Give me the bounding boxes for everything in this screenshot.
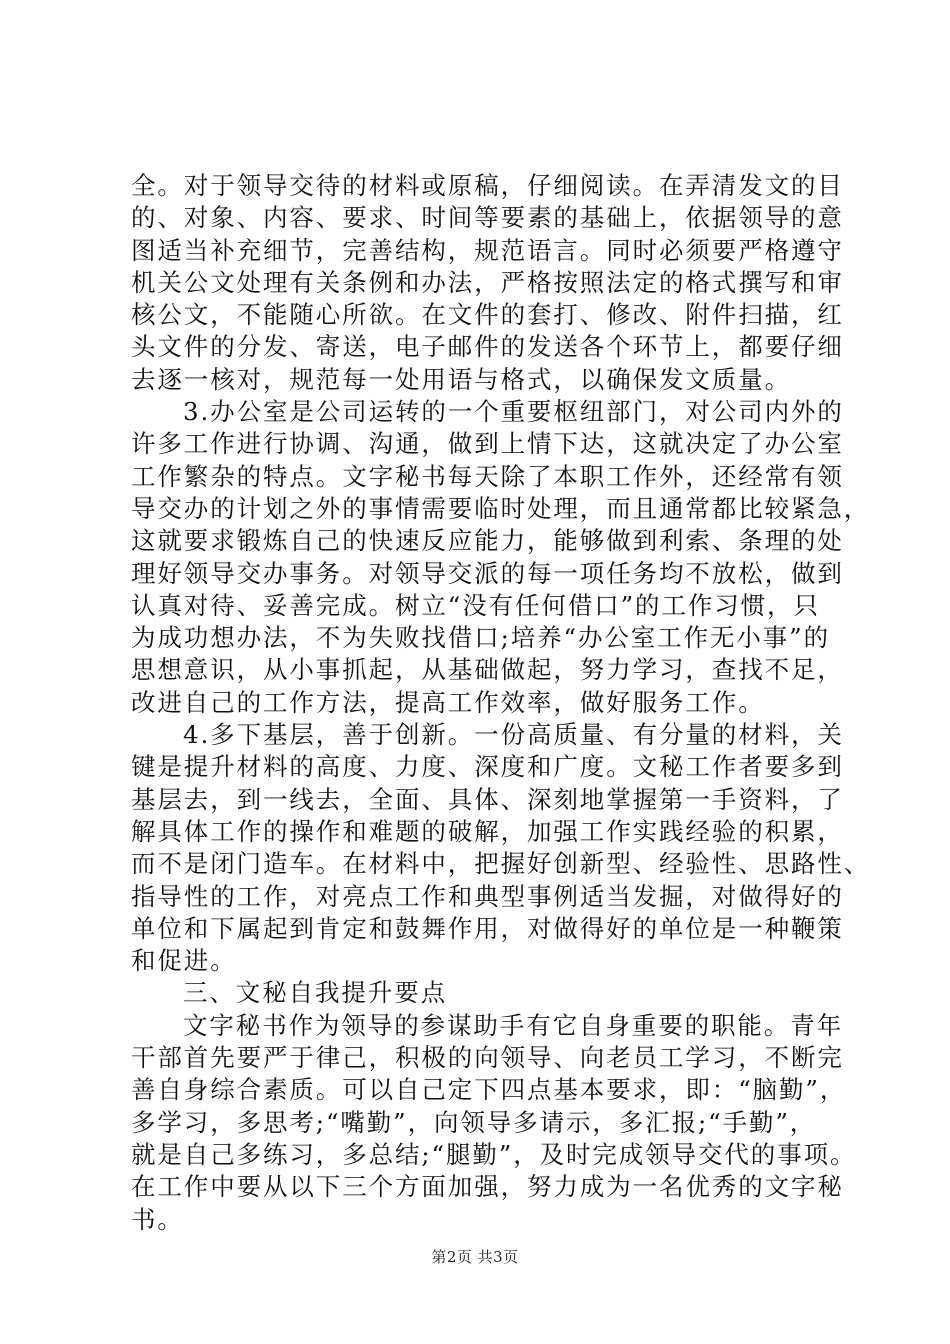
document-body — [131, 170, 871, 1236]
text-line: 书。 — [131, 1204, 184, 1234]
text-line: 这就要求锻炼自己的快速反应能力，能够做到利索、条理的处 — [131, 526, 844, 556]
text-line: 4.多下基层，善于创新。一份高质量、有分量的材料，关 — [183, 720, 844, 750]
text-line: 改进自己的工作方法，提高工作效率，做好服务工作。 — [131, 687, 765, 717]
text-line: 和促进。 — [131, 946, 237, 976]
text-line: 善自身综合素质。可以自己定下四点基本要求，即：“脑勤”， — [131, 1075, 847, 1105]
text-line: 而不是闭门造车。在材料中，把握好创新型、经验性、思路性、 — [131, 849, 871, 879]
text-line: 的、对象、内容、要求、时间等要素的基础上，依据领导的意 — [131, 203, 844, 233]
text-line: 工作繁杂的特点。文字秘书每天除了本职工作外，还经常有领 — [131, 461, 844, 491]
text-line: 去逐一核对，规范每一处用语与格式，以确保发文质量。 — [131, 364, 791, 394]
text-line: 三、文秘自我提升要点 — [183, 978, 447, 1008]
text-line: 机关公文处理有关条例和办法，严格按照法定的格式撰写和审 — [131, 267, 844, 297]
text-line: 文字秘书作为领导的参谋助手有它自身重要的职能。青年 — [183, 1010, 843, 1040]
text-line: 思想意识，从小事抓起，从基础做起，努力学习，查找不足， — [131, 655, 844, 685]
text-line: 为成功想办法，不为失败找借口;培养“办公室工作无小事”的 — [131, 623, 831, 653]
text-line: 干部首先要严于律己，积极的向领导、向老员工学习，不断完 — [131, 1043, 844, 1073]
text-line: 图适当补充细节，完善结构，规范语言。同时必须要严格遵守 — [131, 235, 844, 265]
text-line: 全。对于领导交待的材料或原稿，仔细阅读。在弄清发文的目 — [131, 171, 844, 200]
text-line: 导交办的计划之外的事情需要临时处理，而且通常都比较紧急， — [131, 493, 871, 523]
text-line: 键是提升材料的高度、力度、深度和广度。文秘工作者要多到 — [131, 752, 844, 782]
text-line: 3.办公室是公司运转的一个重要枢纽部门，对公司内外的 — [183, 397, 844, 427]
text-line: 认真对待、妥善完成。树立“没有任何借口”的工作习惯，只 — [131, 590, 820, 620]
text-line: 核公文，不能随心所欲。在文件的套打、修改、附件扫描，红 — [131, 300, 844, 330]
text-line: 单位和下属起到肯定和鼓舞作用，对做得好的单位是一种鞭策 — [131, 913, 844, 943]
text-line: 理好领导交办事务。对领导交派的每一项任务均不放松，做到 — [131, 558, 844, 588]
text-line: 许多工作进行协调、沟通，做到上情下达，这就决定了办公室 — [131, 429, 844, 459]
page-number-footer: 第2页 共3页 — [431, 1248, 519, 1266]
text-line: 在工作中要从以下三个方面加强，努力成为一名优秀的文字秘 — [131, 1172, 844, 1202]
text-line: 头文件的分发、寄送，电子邮件的发送各个环节上，都要仔细 — [131, 332, 844, 362]
text-line: 指导性的工作，对亮点工作和典型事例适当发掘，对做得好的 — [131, 881, 844, 911]
text-line: 就是自己多练习，多总结;“腿勤”，及时完成领导交代的事项。 — [131, 1139, 857, 1169]
text-line: 解具体工作的操作和难题的破解，加强工作实践经验的积累， — [131, 816, 844, 846]
text-line: 多学习，多思考;“嘴勤”，向领导多请示，多汇报;“手勤”， — [131, 1107, 817, 1137]
text-line: 基层去，到一线去，全面、具体、深刻地掌握第一手资料，了 — [131, 784, 844, 814]
